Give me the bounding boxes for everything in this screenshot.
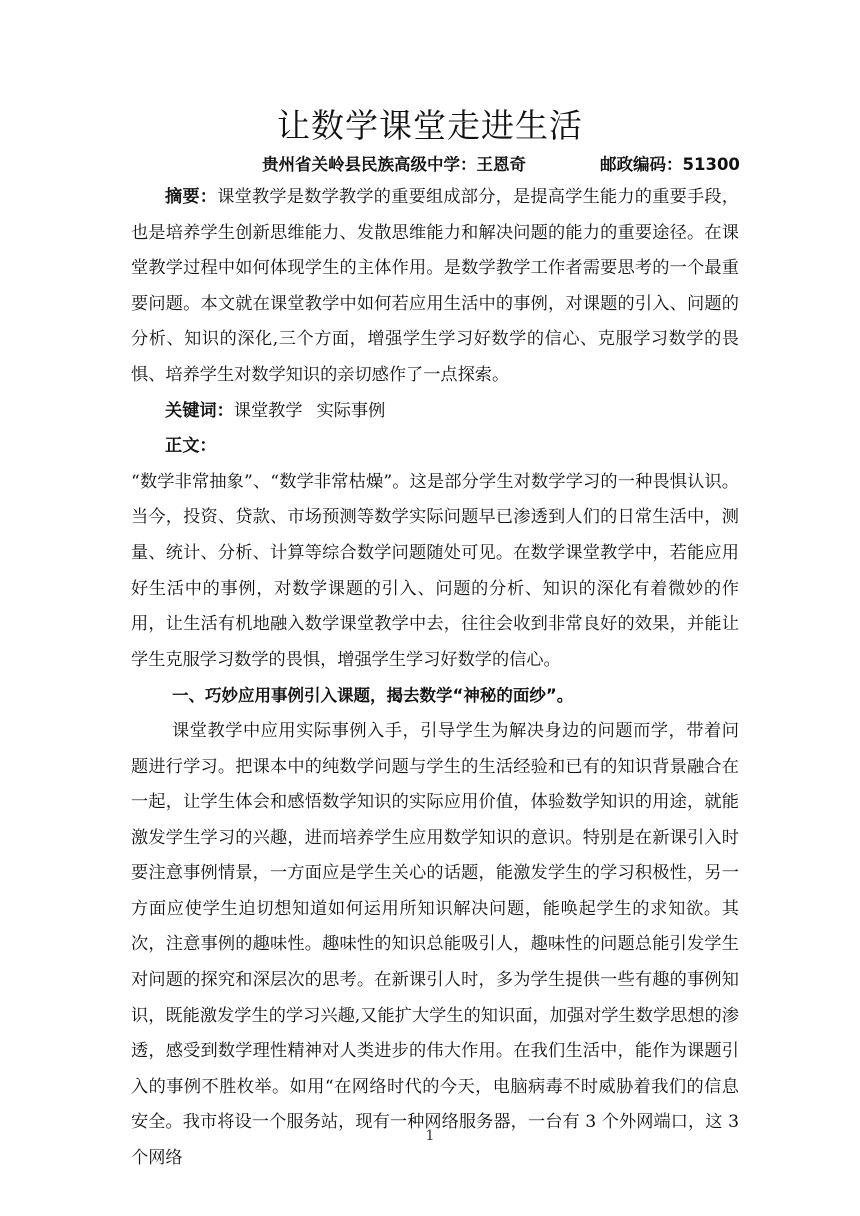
- abstract-paragraph: [131, 180, 739, 394]
- keyword-1: 课堂教学: [233, 400, 303, 421]
- keywords-label: 关键词：: [165, 400, 234, 421]
- document-title: 让数学课堂走进生活: [277, 106, 583, 145]
- keywords-line: [131, 394, 739, 430]
- byline: [262, 152, 762, 178]
- section-1-paragraph: 课堂教学中应用实际事例入手，引导学生为解决身边的问题而学，带着问题进行学习。把课本中的纯数学问题与学生的生活经验和已有的知识背景融合在一起，让学生体会和感悟数学知识的实际应用价值，体验数学知识的用途，就能激发学生学习的兴趣，进而培养学生应用数学知识的意识。特别是在新课引入时要注意事例情景，一方面应是学生关心的话题，能激发学生的学习积极性，另一方面应使学生迫切想知道如何运用所知识解决问题，能唤起学生的求知欲。其次，注意事例的趣味性。趣味性的知识总能吸引人，趣味性的问题总能引发学生对问题的探究和深层次的思考。在新课引人时，多为学生提供一些有趣的事例知识，既能激发学生的学习兴趣,又能扩大学生的知识面，加强对学生数学思想的渗透，感受到数学理性精神对人类进步的伟大作用。在我们生活中，能作为课题引入的事例不胜枚举。如用“在网络时代的今天，电脑病毒不时威胁着我们的信息安全。我市将设一个服务站，现有一种网络服务器，一台有 3 个外网端口，这 3 个网络: [131, 720, 739, 1169]
- page-number: 1: [425, 1128, 435, 1144]
- postal-code-line: 邮政编码：51300: [600, 155, 740, 174]
- body-label-line: [131, 429, 739, 465]
- abstract-label: 摘要：: [165, 187, 218, 207]
- body-label: 正文：: [165, 436, 217, 457]
- abstract-text: 课堂教学是数学教学的重要组成部分，是提高学生能力的重要手段，也是培养学生创新思维能力、发散思维能力和解决问题的能力的重要途径。在课堂教学过程中如何体现学生的主体作用。是数学教学工作者需要思考的一个最重要问题。本文就在课堂教学中如何若应用生活中的事例，对课题的引入、问题的分析、知识的深化,三个方面，增强学生学习好数学的信心、克服学习数学的畏惧、培养学生对数学知识的亲切感作了一点探索。: [131, 187, 739, 385]
- section-1-heading: 一、巧妙应用事例引入课题，揭去数学“神秘的面纱”。: [172, 686, 574, 706]
- intro-paragraph: “数学非常抽象”、“数学非常枯燥”。这是部分学生对数学学习的一种畏惧认识。当今，投资、贷款、市场预测等数学实际问题早已渗透到人们的日常生活中，测量、统计、分析、计算等综合数学问题随处可见。在数学课堂教学中，若能应用好生活中的事例，对数学课题的引入、问题的分析、知识的深化有着微妙的作用，让生活有机地融入数学课堂教学中去，往往会收到非常良好的效果，并能让学生克服学习数学的畏惧，增强学生学习好数学的信心。: [131, 471, 739, 670]
- keyword-2: 实际事例: [316, 400, 386, 421]
- document-body: [131, 180, 739, 1177]
- author-line: 贵州省关岭县民族高级中学：王恩奇: [262, 155, 526, 174]
